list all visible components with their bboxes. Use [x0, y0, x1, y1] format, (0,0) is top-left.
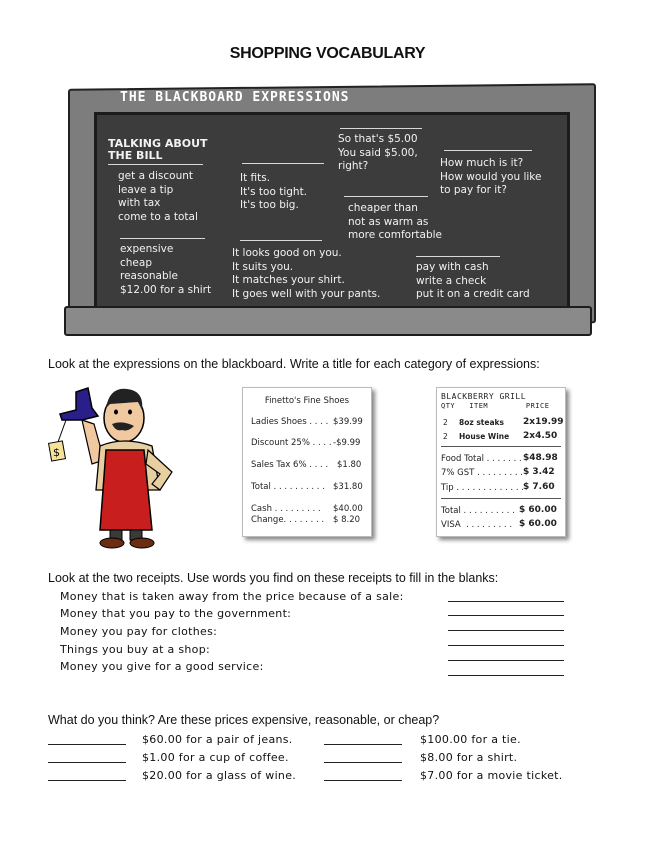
receipt-item-price: 2x19.99 [523, 417, 564, 427]
receipt-item-name: 8oz steaks [459, 418, 504, 427]
receipt-line-value: -$9.99 [333, 438, 361, 448]
answer-blank[interactable] [448, 675, 564, 676]
answer-blank[interactable] [324, 780, 402, 781]
fill-item: Money you give for a good service: [60, 660, 264, 673]
receipt-shoes-title: Finetto's Fine Shoes [264, 396, 350, 406]
bb-col1-group2: expensive cheap reasonable $12.00 for a shirt [120, 243, 212, 296]
receipt-item-qty: 2 [443, 418, 448, 427]
bb-col4-group2: pay with cash write a check put it on a credit card [416, 261, 530, 300]
shopkeeper-illustration [48, 380, 188, 550]
receipt-line-label: Ladies Shoes . . . . [251, 417, 332, 427]
receipt-line-label: Sales Tax 6% . . . . [251, 460, 331, 470]
receipt-line-value: $39.99 [333, 417, 363, 427]
price-item: $7.00 for a movie ticket. [420, 769, 563, 782]
instruction-receipts: Look at the two receipts. Use words you find on these receipts to fill in the blanks: [48, 571, 499, 585]
bb-col2-group2: It looks good on you. It suits you. It matches your shirt. It goes well with your pants. [232, 247, 381, 300]
answer-blank[interactable] [324, 744, 402, 745]
receipt-item-qty: 2 [443, 432, 448, 441]
bb-blank-line [120, 238, 205, 239]
bb-col1-title: TALKING ABOUT THE BILL [108, 137, 208, 162]
page-title: SHOPPING VOCABULARY [229, 45, 426, 62]
receipt-grill [436, 387, 566, 537]
receipt-line-value: $1.80 [337, 460, 362, 470]
receipt-line-value: $ 60.00 [519, 505, 557, 515]
answer-blank[interactable] [448, 630, 564, 631]
receipt-line-value: $48.98 [523, 453, 558, 463]
divider [441, 498, 561, 499]
price-item: $20.00 for a glass of wine. [142, 769, 297, 782]
price-item: $100.00 for a tie. [420, 733, 521, 746]
receipt-item-price: 2x4.50 [523, 431, 558, 441]
price-item: $60.00 for a pair of jeans. [142, 733, 293, 746]
price-item: $8.00 for a shirt. [420, 751, 518, 764]
receipt-grill-title: BLACKBERRY GRILL [441, 392, 527, 401]
bb-blank-line [240, 240, 322, 241]
receipt-item-name: House Wine [459, 432, 510, 441]
bb-blank-line [108, 164, 203, 165]
receipt-line-label: Cash . . . . . . . . . [251, 504, 324, 514]
bb-col3-group2: cheaper than not as warm as more comfortable [348, 202, 442, 241]
bb-blank-line [444, 150, 532, 151]
fill-item: Money that you pay to the government: [60, 607, 292, 620]
receipt-line-value: $ 7.60 [523, 482, 555, 492]
receipt-line-value: $31.80 [333, 482, 363, 492]
instruction-prices: What do you think? Are these prices expensive, reasonable, or cheap? [48, 713, 440, 727]
bb-blank-line [344, 196, 428, 197]
bb-blank-line [340, 128, 422, 129]
instruction-blackboard: Look at the expressions on the blackboard. Write a title for each category of expressions: [48, 357, 540, 371]
answer-blank[interactable] [324, 762, 402, 763]
blackboard-header: THE BLACKBOARD EXPRESSIONS [120, 90, 350, 105]
receipt-shoes [242, 387, 372, 537]
fill-item: Things you buy at a shop: [60, 643, 211, 656]
fill-item: Money that is taken away from the price because of a sale: [60, 590, 404, 603]
answer-blank[interactable] [48, 780, 126, 781]
bb-col1-group1: get a discount leave a tip with tax come to a total [118, 170, 198, 223]
receipt-line-label: Change. . . . . . . . [251, 515, 327, 525]
receipt-line-label: Total . . . . . . . . . . [251, 482, 328, 492]
answer-blank[interactable] [448, 601, 564, 602]
bb-col4-group1: How much is it? How would you like to pay for it? [440, 157, 542, 196]
answer-blank[interactable] [448, 645, 564, 646]
divider [441, 446, 561, 447]
fill-item: Money you pay for clothes: [60, 625, 218, 638]
answer-blank[interactable] [448, 660, 564, 661]
receipt-line-label: Food Total . . . . . . . [441, 454, 522, 464]
receipt-grill-columns: QTY ITEM PRICE [441, 402, 550, 410]
receipt-line-label: 7% GST . . . . . . . . . [441, 468, 523, 478]
receipt-line-value: $ 3.42 [523, 467, 555, 477]
receipt-line-label: Discount 25% . . . . [251, 438, 332, 448]
price-tag-label: $ [53, 446, 60, 459]
receipt-line-label: Tip . . . . . . . . . . . . . [441, 483, 524, 493]
receipt-line-value: $40.00 [333, 504, 363, 514]
answer-blank[interactable] [48, 744, 126, 745]
bb-blank-line [416, 256, 500, 257]
answer-blank[interactable] [448, 615, 564, 616]
price-item: $1.00 for a cup of coffee. [142, 751, 289, 764]
receipt-line-value: $ 60.00 [519, 519, 557, 529]
answer-blank[interactable] [48, 762, 126, 763]
blackboard-tray [64, 306, 592, 336]
receipt-line-label: VISA . . . . . . . . . [441, 520, 513, 530]
bb-blank-line [242, 163, 324, 164]
bb-col3-group1: So that's $5.00 You said $5.00, right? [338, 133, 418, 172]
receipt-line-value: $ 8.20 [333, 515, 361, 525]
bb-col2-group1: It fits. It's too tight. It's too big. [240, 172, 308, 211]
receipt-line-label: Total . . . . . . . . . . [441, 506, 515, 516]
